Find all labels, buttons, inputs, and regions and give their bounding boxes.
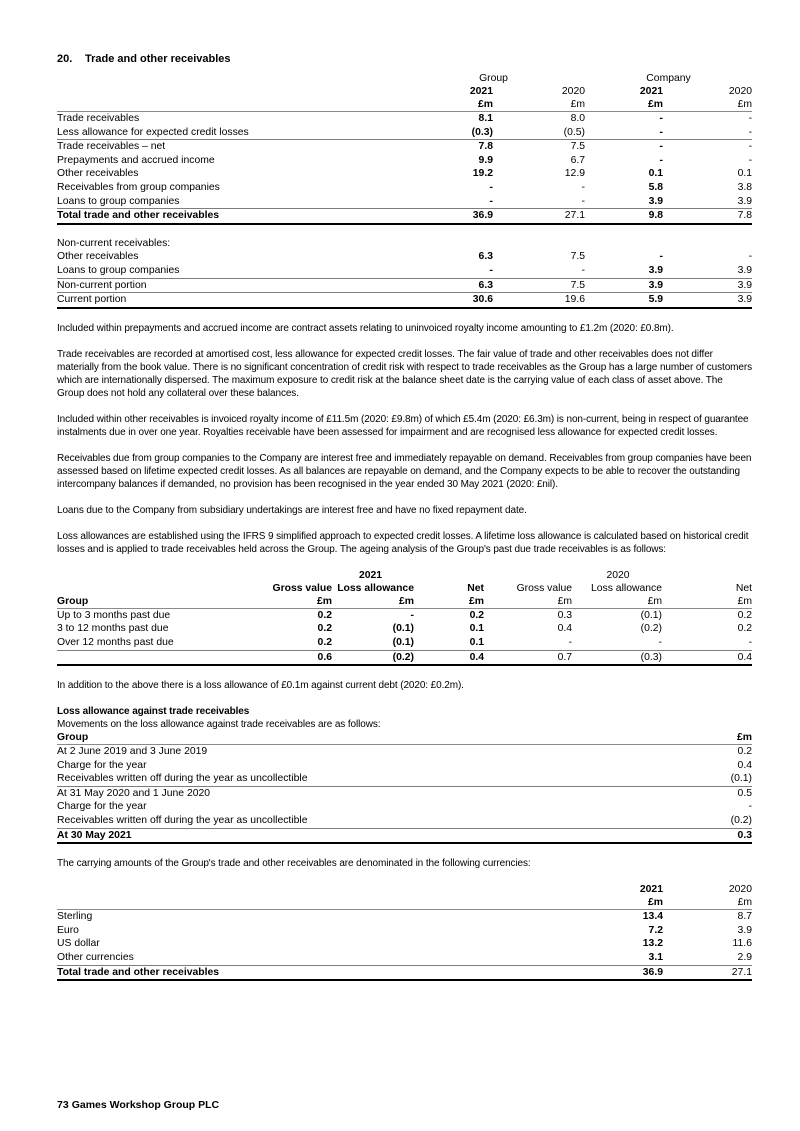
- unit-header: £m: [575, 896, 663, 910]
- table-row: [57, 224, 752, 237]
- table-row: [57, 786, 752, 800]
- row-label: At 30 May 2021: [57, 828, 657, 843]
- cell-value: -: [659, 113, 664, 124]
- row-label: Up to 3 months past due: [57, 609, 171, 621]
- table-row: [57, 181, 752, 195]
- group-column-header: Group: [479, 73, 508, 84]
- table-row: [57, 250, 752, 264]
- cell-value: 5.9: [585, 293, 663, 308]
- unit-header: £m: [663, 896, 752, 910]
- cell-value: -: [484, 636, 572, 650]
- cell-value: 0.4: [557, 623, 573, 635]
- cell-value: 19.6: [493, 293, 585, 308]
- cell-value: -: [662, 636, 752, 650]
- cell-value: -: [748, 251, 753, 263]
- year-header: 2020: [606, 569, 630, 581]
- row-label: Current portion: [57, 293, 402, 308]
- note-title-text: Trade and other receivables: [85, 53, 231, 65]
- year-header: 2021: [639, 884, 663, 896]
- cell-value: 0.4: [662, 650, 752, 665]
- row-label: Loans to group companies: [57, 195, 402, 209]
- row-label: Non-current receivables:: [57, 237, 171, 249]
- cell-value: -: [493, 195, 585, 209]
- table-row: [57, 965, 752, 980]
- table-row: [57, 650, 752, 665]
- row-label: Less allowance for expected credit losses: [57, 126, 402, 140]
- cell-value: 0.2: [737, 746, 752, 758]
- unit-header: £m: [257, 595, 332, 609]
- paragraph: Loans due to the Company from subsidiary undertakings are interest free and have no fixed repayment date.: [57, 504, 527, 516]
- row-label: Trade receivables – net: [57, 141, 166, 153]
- cell-value: 0.2: [257, 636, 332, 650]
- page-footer: [57, 1099, 222, 1111]
- cell-value: 2.9: [663, 951, 752, 965]
- cell-value: -: [659, 251, 664, 263]
- table-row: [57, 745, 752, 759]
- row-label: At 31 May 2020 and 1 June 2020: [57, 787, 211, 799]
- cell-value: 13.2: [642, 938, 663, 950]
- cell-value: 3.9: [663, 195, 752, 209]
- year-header: 2020: [728, 86, 753, 97]
- table-row: [57, 814, 752, 828]
- cell-value: 0.4: [414, 650, 484, 665]
- cell-value: (0.1): [392, 623, 414, 635]
- cell-value: (0.2): [332, 650, 414, 665]
- cell-value: 0.1: [648, 168, 664, 180]
- unit-header: £m: [402, 98, 493, 112]
- subcolumn-header-row: [57, 582, 752, 595]
- cell-value: 9.9: [478, 154, 493, 166]
- cell-value: 0.4: [737, 759, 752, 771]
- cell-value: 27.1: [663, 965, 752, 980]
- cell-value: -: [493, 264, 585, 278]
- unit-header: £m: [663, 98, 752, 112]
- cell-value: 0.5: [737, 787, 752, 799]
- subcolumn-header: Net: [467, 582, 485, 594]
- page-number: 73: [57, 1099, 69, 1111]
- note-title: [57, 53, 752, 65]
- row-label: Other currencies: [57, 951, 575, 965]
- unit-header-row: [57, 98, 752, 112]
- row-label: Over 12 months past due: [57, 636, 257, 650]
- cell-value: 11.6: [732, 938, 752, 950]
- cell-value: -: [663, 126, 752, 140]
- cell-value: -: [572, 636, 662, 650]
- cell-value: 0.3: [657, 828, 752, 843]
- year-header: 2020: [728, 884, 752, 896]
- unit-header-row: [57, 896, 752, 910]
- unit-header-row: [57, 731, 752, 745]
- table-row: [57, 800, 752, 814]
- subcolumn-header: Loss allowance: [590, 582, 663, 594]
- subcolumn-header: Gross value: [272, 582, 332, 594]
- company-name: Games Workshop Group PLC: [71, 1099, 220, 1111]
- table-row: [57, 126, 752, 140]
- cell-value: 6.3: [402, 278, 493, 293]
- cell-value: 0.6: [257, 650, 332, 665]
- year-header: 2021: [639, 86, 664, 97]
- paragraph: Trade receivables are recorded at amortised cost, less allowance for expected credit losses. The fair value of trade and other receivables does not differ materially from the book value. There is no significant concentration of credit risk with respect to trade receivables as the Group has a large number of customers which are internationally dispersed. The maximum exposure to credit risk at the balance sheet date is the carrying value of each class of asset above. The Group does not hold any collateral over these balances.: [57, 348, 752, 399]
- table-row: [57, 759, 752, 773]
- cell-value: 0.2: [317, 609, 332, 621]
- cell-value: 7.5: [570, 141, 586, 153]
- note-number: 20.: [57, 53, 73, 65]
- year-header: 2020: [561, 86, 586, 97]
- cell-value: 0.1: [737, 168, 753, 180]
- cell-value: 3.9: [663, 293, 752, 308]
- row-label: Receivables written off during the year as uncollectible: [57, 772, 657, 786]
- cell-value: 3.9: [585, 264, 663, 278]
- cell-value: 12.9: [564, 168, 586, 180]
- row-label: [57, 650, 257, 665]
- paragraph: Included within other receivables is invoiced royalty income of £11.5m (2020: £9.8m) of which £5.4m (2020: £6.3m) is non-current, being in respect of guarantee instalments due in over one year. Royalties receivable have been assessed for impairment and are recognised less allowance for expected credit losses.: [57, 413, 749, 438]
- cell-value: 3.9: [737, 924, 752, 936]
- table-row: [57, 167, 752, 181]
- cell-value: -: [748, 801, 752, 813]
- table-row: [57, 293, 752, 308]
- row-label: Total trade and other receivables: [57, 209, 402, 224]
- cell-value: (0.2): [640, 623, 663, 635]
- cell-value: 7.8: [663, 209, 752, 224]
- row-label: Other receivables: [57, 251, 139, 263]
- cell-value: 36.9: [402, 209, 493, 224]
- subcolumn-header: Loss allowance: [337, 582, 414, 594]
- table-row: [57, 209, 752, 224]
- paragraph: In addition to the above there is a loss allowance of £0.1m against current debt (2020: £0.2m).: [57, 680, 464, 692]
- cell-value: 3.9: [663, 264, 752, 278]
- cell-value: 0.1: [469, 623, 485, 635]
- cell-value: 8.1: [478, 113, 493, 124]
- row-label: Sterling: [57, 911, 93, 923]
- table-left-header: Group: [57, 731, 657, 745]
- table-row: [57, 140, 752, 154]
- cell-value: 0.2: [469, 609, 485, 621]
- row-label: 3 to 12 months past due: [57, 623, 169, 635]
- cell-value: 5.8: [648, 181, 664, 193]
- table-row: [57, 154, 752, 168]
- cell-value: 0.3: [557, 609, 573, 621]
- cell-value: 0.2: [737, 623, 753, 635]
- cell-value: 7.5: [493, 278, 585, 293]
- row-label: Loans to group companies: [57, 264, 402, 278]
- section-heading: Loss allowance against trade receivables: [57, 706, 250, 718]
- cell-value: 8.7: [737, 911, 752, 923]
- year-header: 2021: [469, 86, 493, 97]
- cell-value: -: [402, 264, 493, 278]
- cell-value: 3.1: [575, 951, 663, 965]
- cell-value: 8.0: [570, 113, 586, 124]
- table-row: [57, 910, 752, 924]
- cell-value: -: [581, 181, 586, 193]
- current-receivables-table: [57, 72, 752, 309]
- company-column-header: Company: [646, 73, 691, 84]
- subcolumn-header: Gross value: [516, 582, 573, 594]
- row-label: Other receivables: [57, 168, 139, 180]
- cell-value: -: [659, 141, 664, 153]
- cell-value: 0.2: [737, 609, 753, 621]
- subcolumn-header: Net: [735, 582, 753, 594]
- unit-header: £m: [657, 731, 752, 745]
- row-label: Non-current portion: [57, 278, 402, 293]
- unit-header: £m: [414, 595, 484, 609]
- cell-value: 3.8: [737, 181, 753, 193]
- loss-allowance-movements-table: [57, 731, 752, 844]
- cell-value: (0.5): [493, 126, 585, 140]
- unit-header: £m: [585, 98, 663, 112]
- cell-value: -: [410, 609, 414, 621]
- row-label: Receivables from group companies: [57, 181, 220, 193]
- table-row: [57, 622, 752, 636]
- unit-header: £m: [332, 595, 414, 609]
- unit-header: £m: [662, 595, 752, 609]
- row-label: US dollar: [57, 938, 100, 950]
- paragraph: Receivables due from group companies to the Company are interest free and immediately repayable on demand. Receivables from group companies have been assessed based on lifetime expected credit losses. As all balances are repayable on demand, and the Company expects to be able to recover the outstanding intercompany balances if demanded, no provision has been recognised in the year ended 30 May 2021 (2020: £nil).: [57, 452, 752, 490]
- cell-value: (0.1): [332, 636, 414, 650]
- cell-value: 30.6: [402, 293, 493, 308]
- row-label: At 2 June 2019 and 3 June 2019: [57, 746, 208, 758]
- cell-value: 13.4: [642, 911, 663, 923]
- cell-value: 6.7: [570, 154, 586, 166]
- year-header: 2021: [358, 569, 383, 581]
- table-row: [57, 237, 752, 251]
- table-row: [57, 772, 752, 786]
- cell-value: 0.7: [484, 650, 572, 665]
- cell-value: 7.8: [478, 141, 493, 153]
- table-row: [57, 112, 752, 126]
- row-label: Receivables written off during the year as uncollectible: [57, 814, 657, 828]
- table-row: [57, 608, 752, 622]
- unit-header: £m: [493, 98, 585, 112]
- section-intro: The carrying amounts of the Group's trade and other receivables are denominated in the following currencies:: [57, 858, 531, 870]
- cell-value: -: [748, 154, 753, 166]
- cell-value: -: [489, 181, 493, 193]
- currency-denomination-table: [57, 883, 752, 981]
- year-header-row: [57, 883, 752, 896]
- row-label: [57, 224, 752, 237]
- table-left-header: Group: [57, 595, 257, 609]
- paragraph: Included within prepayments and accrued income are contract assets relating to uninvoiced royalty income amounting to £1.2m (2020: £0.8m).: [57, 322, 674, 334]
- year-header-row: [57, 569, 752, 582]
- cell-value: 7.2: [648, 924, 663, 936]
- cell-value: -: [748, 141, 753, 153]
- cell-value: 27.1: [493, 209, 585, 224]
- cell-value: 3.9: [585, 195, 663, 209]
- cell-value: 0.2: [317, 623, 332, 635]
- cell-value: 3.9: [663, 278, 752, 293]
- cell-value: 0.1: [414, 636, 484, 650]
- cell-value: -: [659, 154, 664, 166]
- table-row: [57, 924, 752, 938]
- row-label: Charge for the year: [57, 801, 147, 813]
- ageing-analysis-table: [57, 569, 752, 666]
- cell-value: (0.3): [402, 126, 493, 140]
- cell-value: -: [585, 126, 663, 140]
- unit-header-row: [57, 595, 752, 609]
- unit-header: £m: [484, 595, 572, 609]
- cell-value: (0.1): [640, 609, 663, 621]
- cell-value: 19.2: [472, 168, 493, 180]
- cell-value: 7.5: [570, 251, 586, 263]
- cell-value: 36.9: [575, 965, 663, 980]
- column-group-header-row: [57, 72, 752, 85]
- cell-value: (0.3): [572, 650, 662, 665]
- unit-header: £m: [572, 595, 662, 609]
- table-row: [57, 278, 752, 293]
- row-label: Charge for the year: [57, 759, 147, 771]
- year-header-row: [57, 85, 752, 98]
- row-label: Prepayments and accrued income: [57, 154, 215, 166]
- table-row: [57, 828, 752, 843]
- row-label: Total trade and other receivables: [57, 965, 575, 980]
- cell-value: -: [402, 195, 493, 209]
- table-row: [57, 636, 752, 650]
- cell-value: (0.2): [657, 814, 752, 828]
- cell-value: (0.1): [657, 772, 752, 786]
- table-row: [57, 951, 752, 965]
- table-row: [57, 195, 752, 209]
- cell-value: 3.9: [585, 278, 663, 293]
- row-label: Euro: [57, 924, 79, 936]
- paragraph: Loss allowances are established using the IFRS 9 simplified approach to expected credit losses. A lifetime loss allowance is calculated based on historical credit losses and is applied to trade receivables held across the Group. The ageing analysis of the Group's past due trade receivables is as follows:: [57, 530, 749, 555]
- row-label: Trade receivables: [57, 113, 140, 124]
- table-row: [57, 264, 752, 278]
- cell-value: 6.3: [478, 251, 493, 263]
- cell-value: -: [748, 113, 753, 124]
- section-intro: Movements on the loss allowance against trade receivables are as follows:: [57, 719, 381, 731]
- cell-value: 9.8: [585, 209, 663, 224]
- table-row: [57, 937, 752, 951]
